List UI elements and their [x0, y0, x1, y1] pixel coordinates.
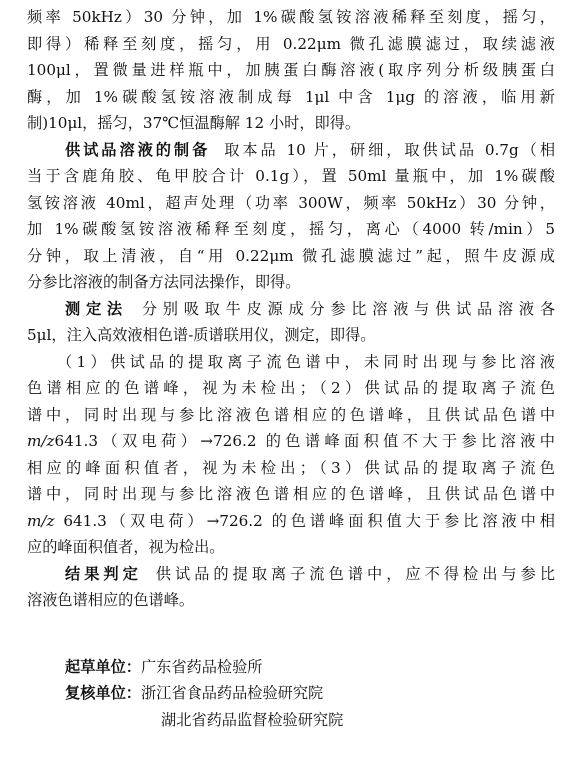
- review-unit-line: [27, 707, 555, 734]
- paragraph-text: 供试品的提取离子流色谱中，应不得检出与参比: [155, 564, 556, 583]
- text-line: [27, 137, 555, 164]
- text-line: 酶，加 1%碳酸氢铵溶液制成每 1μl 中含 1μg 的溶液，临用新: [27, 87, 555, 106]
- text-line: （1）供试品的提取离子流色谱中，未同时出现与参比溶液: [57, 352, 555, 371]
- text-line: 当于含鹿角胶、龟甲胶合计 0.1g），置 50ml 量瓶中，加 1%碳酸: [27, 167, 555, 185]
- text-line: 溶液色谱相应的色谱峰。: [27, 591, 195, 609]
- text-line: 氢铵溶液 40ml，超声处理（功率 300W，频率 50kHz）30 分钟，: [27, 193, 555, 212]
- draft-unit: 广东省药品检验所: [140, 657, 263, 676]
- text-line: 分钟，取上清液，自“用 0.22μm 微孔滤膜滤过”起，照牛皮源成: [27, 246, 555, 265]
- method-paragraph: [27, 296, 555, 349]
- intro-paragraph: [27, 4, 555, 137]
- draft-label: 起草单位：: [65, 657, 141, 676]
- paragraph-text: 641.3（双电荷）→726.2 的色谱峰面积值不大于参比溶液中: [54, 432, 555, 450]
- text-line: [27, 296, 555, 323]
- text-line: 谱中，同时出现与参比溶液色谱相应的色谱峰，且供试品色谱中: [27, 485, 555, 503]
- review-unit-line: [27, 680, 555, 707]
- text-line: 谱中，同时出现与参比溶液色谱相应的色谱峰，且供试品色谱中: [27, 405, 555, 424]
- paragraph-text: 取本品 10 片，研细，取供试品 0.7g（相: [224, 140, 556, 159]
- review-label: 复核单位：: [65, 684, 141, 702]
- spacer: [27, 614, 555, 654]
- review-unit: 湖北省药品监督检验研究院: [161, 710, 344, 729]
- text-line: 制)10μl，摇匀，37℃恒温酶解 12 小时，即得。: [27, 114, 361, 132]
- text-line: 即得）稀释至刻度，摇匀，用 0.22μm 微孔滤膜滤过，取续滤液: [27, 34, 555, 53]
- text-line: 分参比溶液的制备方法同法操作，即得。: [27, 273, 301, 291]
- sample-prep-paragraph: [27, 137, 555, 296]
- review-unit: 浙江省食品药品检验研究院: [140, 684, 324, 702]
- paragraph-text: 641.3（双电荷）→726.2 的色谱峰面积值大于参比溶液中相: [54, 511, 555, 530]
- text-line: 100μl，置微量进样瓶中，加胰蛋白酶溶液(取序列分析级胰蛋白: [27, 61, 555, 79]
- text-line: 相应的峰面积值者，视为未检出；（3）供试品的提取离子流色: [27, 458, 555, 477]
- text-line: [27, 428, 555, 455]
- text-line: 加 1%碳酸氢铵溶液稀释至刻度，摇匀，离心（4000 转/min）5: [27, 220, 555, 238]
- criteria-paragraph: [27, 349, 555, 561]
- mz-label: m/z: [27, 511, 55, 530]
- text-line: 5μl，注入高效液相色谱-质谱联用仪，测定，即得。: [27, 326, 376, 344]
- mz-label: m/z: [27, 432, 55, 450]
- document-page: [27, 4, 555, 733]
- paragraph-text: 分别吸取牛皮源成分参比溶液与供试品溶液各: [141, 299, 556, 318]
- signature-block: [27, 654, 555, 734]
- text-line: 应的峰面积值者，视为检出。: [27, 538, 225, 556]
- result-paragraph: [27, 561, 555, 614]
- section-heading: 结果判定: [65, 564, 142, 583]
- text-line: [27, 508, 555, 535]
- text-line: 频率 50kHz）30 分钟，加 1%碳酸氢铵溶液稀释至刻度，摇匀，: [27, 8, 555, 26]
- draft-unit-line: [27, 654, 555, 681]
- section-heading: 测定法: [65, 299, 128, 318]
- text-line: [27, 561, 555, 588]
- text-line: 色谱相应的色谱峰，视为未检出；（2）供试品的提取离子流色: [27, 379, 555, 397]
- section-heading: 供试品溶液的制备: [65, 140, 211, 159]
